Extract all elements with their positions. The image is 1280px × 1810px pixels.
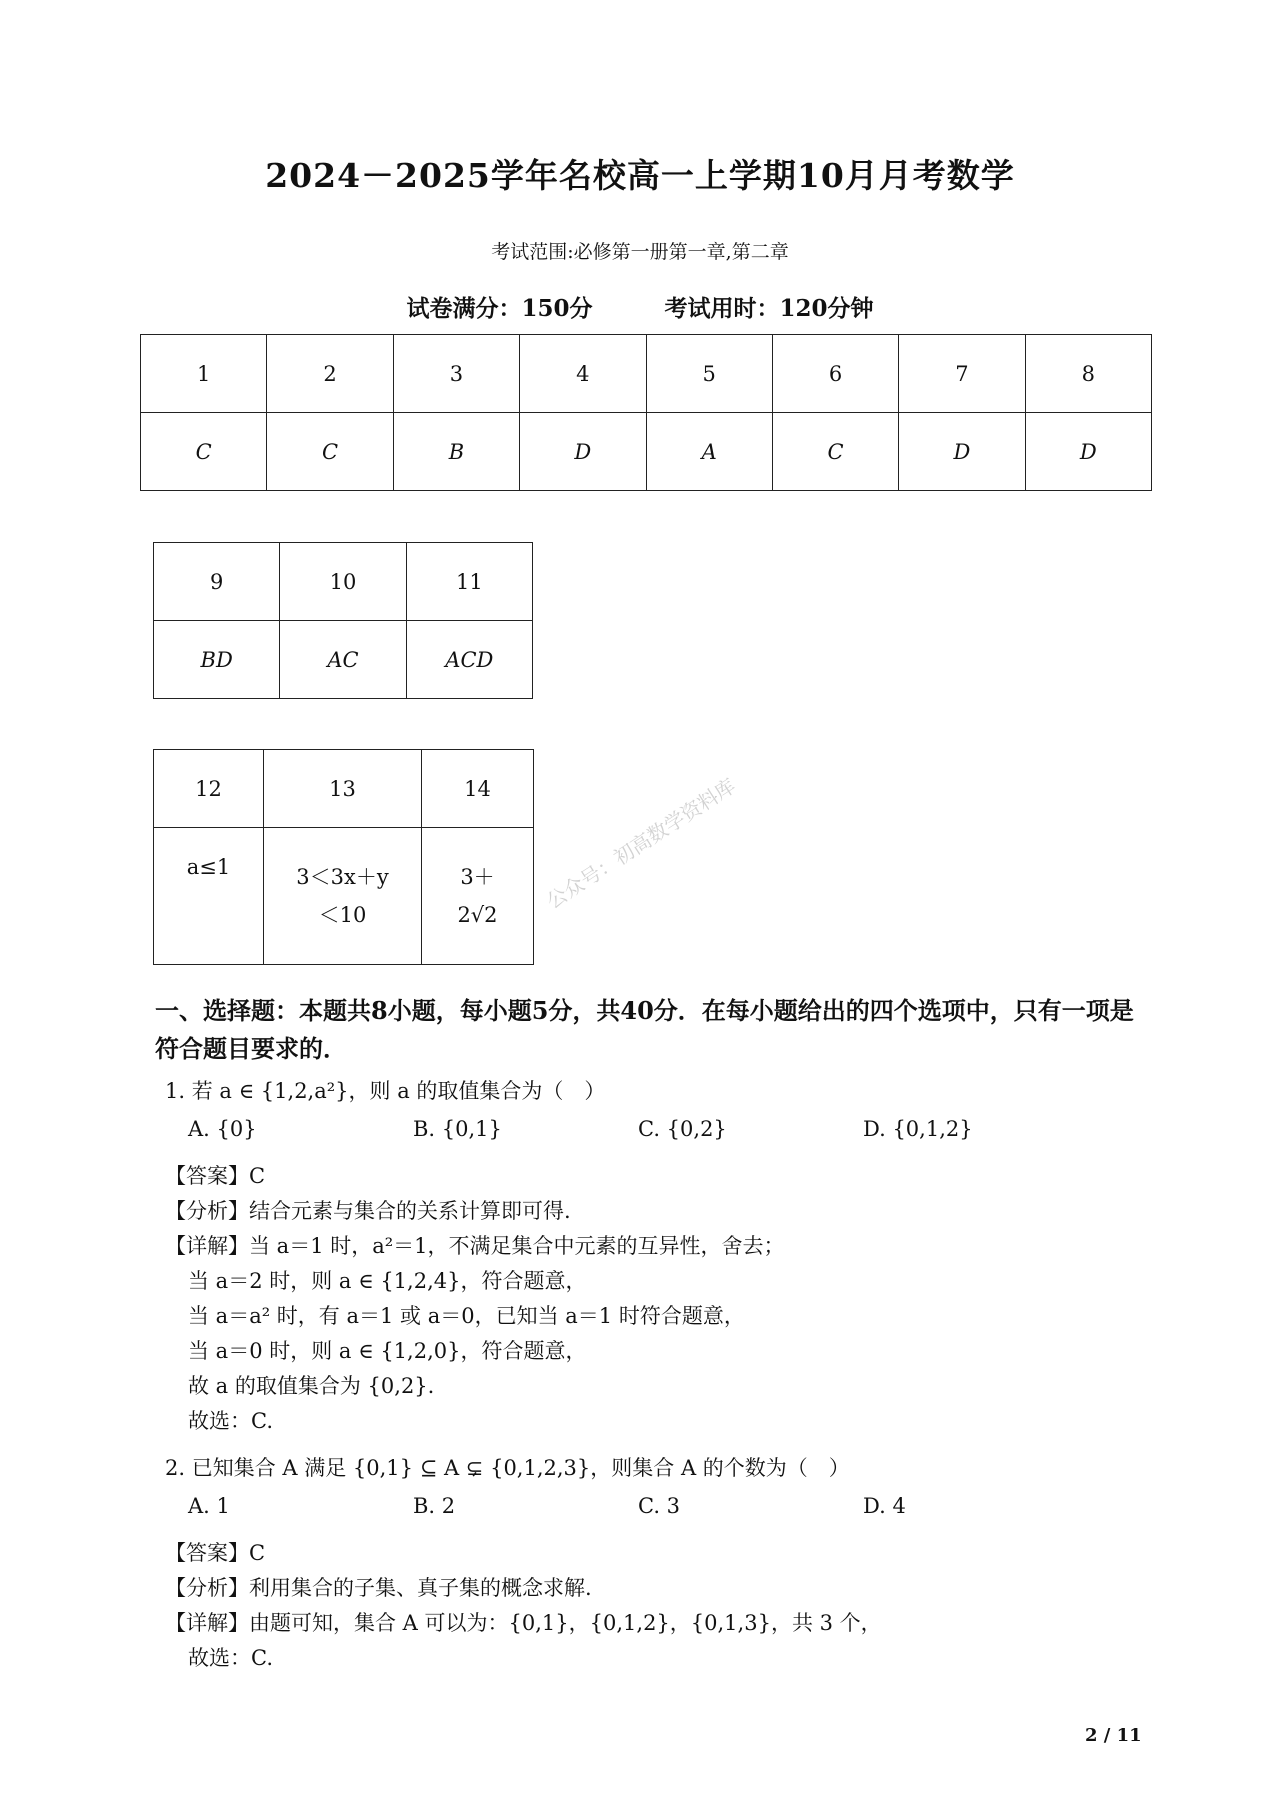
- full-score: 试卷满分：150分: [406, 295, 593, 322]
- table-cell: 1: [141, 335, 267, 413]
- option-b: B. 2: [413, 1494, 456, 1518]
- answer-13-line-2: ＜10: [318, 903, 367, 927]
- question-1-detail-line: 故选：C.: [188, 1409, 273, 1433]
- table-cell: D: [1025, 413, 1151, 491]
- table-cell: 11: [406, 543, 532, 621]
- exam-time: 考试用时：120分钟: [664, 295, 874, 322]
- question-2-analysis: 【分析】利用集合的子集、真子集的概念求解.: [165, 1576, 592, 1600]
- exam-meta: [0, 290, 1280, 323]
- question-1-detail-line: 当 a＝0 时，则 a ∈ {1,2,0}，符合题意，: [188, 1339, 587, 1363]
- table-cell: C: [267, 413, 393, 491]
- question-1-analysis: 【分析】结合元素与集合的关系计算即可得.: [165, 1199, 571, 1223]
- table-cell: AC: [280, 621, 406, 699]
- option-c: C. {0,2}: [638, 1117, 727, 1141]
- table-cell: 12: [154, 750, 264, 828]
- table-cell: C: [772, 413, 898, 491]
- answer-table-2: [153, 542, 533, 699]
- table-cell: A: [646, 413, 772, 491]
- table-cell: 13: [264, 750, 422, 828]
- question-1-options: [188, 1117, 1088, 1141]
- table-cell: 6: [772, 335, 898, 413]
- table-cell: D: [520, 413, 646, 491]
- table-cell: 5: [646, 335, 772, 413]
- question-1-detail-line: 【详解】当 a＝1 时，a²＝1，不满足集合中元素的互异性，舍去；: [165, 1234, 785, 1258]
- watermark: 公众号：初高数学资料库: [542, 773, 740, 914]
- question-1-detail-line: 故 a 的取值集合为 {0,2}.: [188, 1374, 435, 1398]
- option-d: D. {0,1,2}: [863, 1117, 973, 1141]
- table-cell: 2: [267, 335, 393, 413]
- table-cell: 9: [154, 543, 280, 621]
- table-cell: 8: [1025, 335, 1151, 413]
- question-2-answer: 【答案】C: [165, 1541, 266, 1565]
- table-cell: [264, 828, 422, 965]
- answer-14-line-2: 2√2: [457, 903, 498, 927]
- answer-table-1: [140, 334, 1152, 491]
- table-cell: BD: [154, 621, 280, 699]
- table-cell: 7: [899, 335, 1025, 413]
- table-cell: 4: [520, 335, 646, 413]
- question-1-detail-line: 当 a＝a² 时，有 a＝1 或 a＝0，已知当 a＝1 时符合题意，: [188, 1304, 745, 1328]
- answer-14-line-1: 3＋: [460, 865, 495, 889]
- answer-12: a≤1: [186, 855, 231, 879]
- option-b: B. {0,1}: [413, 1117, 502, 1141]
- page-number: 2 / 11: [1085, 1725, 1142, 1746]
- exam-range: 考试范围:必修第一册第一章,第二章: [491, 241, 789, 263]
- table-cell: C: [141, 413, 267, 491]
- option-a: A. {0}: [188, 1117, 257, 1141]
- question-2-detail-line: 故选：C.: [188, 1646, 273, 1670]
- page-title: 2024－2025学年名校高一上学期10月月考数学: [265, 156, 1015, 195]
- question-1-detail-line: 当 a＝2 时，则 a ∈ {1,2,4}，符合题意，: [188, 1269, 587, 1293]
- question-2-stem: 2. 已知集合 A 满足 {0,1} ⊆ A ⊊ {0,1,2,3}，则集合 A 的个数为（ ）: [165, 1456, 850, 1480]
- question-2-detail-line: 【详解】由题可知，集合 A 可以为：{0,1}，{0,1,2}，{0,1,3}，共 3 个，: [165, 1611, 882, 1635]
- section-heading: 一、选择题：本题共8小题，每小题5分，共40分．在每小题给出的四个选项中，只有一项是符合题目要求的．: [155, 996, 1134, 1063]
- question-1-stem: 1. 若 a ∈ {1,2,a²}，则 a 的取值集合为（ ）: [165, 1079, 606, 1103]
- table-cell: 10: [280, 543, 406, 621]
- option-a: A. 1: [188, 1494, 230, 1518]
- table-cell: ACD: [406, 621, 532, 699]
- question-1-answer: 【答案】C: [165, 1164, 266, 1188]
- table-cell: [154, 828, 264, 965]
- option-d: D. 4: [863, 1494, 906, 1518]
- table-cell: [422, 828, 534, 965]
- question-2-options: [188, 1494, 1088, 1518]
- answer-13-line-1: 3＜3x＋y: [296, 865, 389, 889]
- table-cell: 14: [422, 750, 534, 828]
- table-cell: D: [899, 413, 1025, 491]
- option-c: C. 3: [638, 1494, 681, 1518]
- table-cell: B: [393, 413, 519, 491]
- table-cell: 3: [393, 335, 519, 413]
- answer-table-3: [153, 749, 534, 965]
